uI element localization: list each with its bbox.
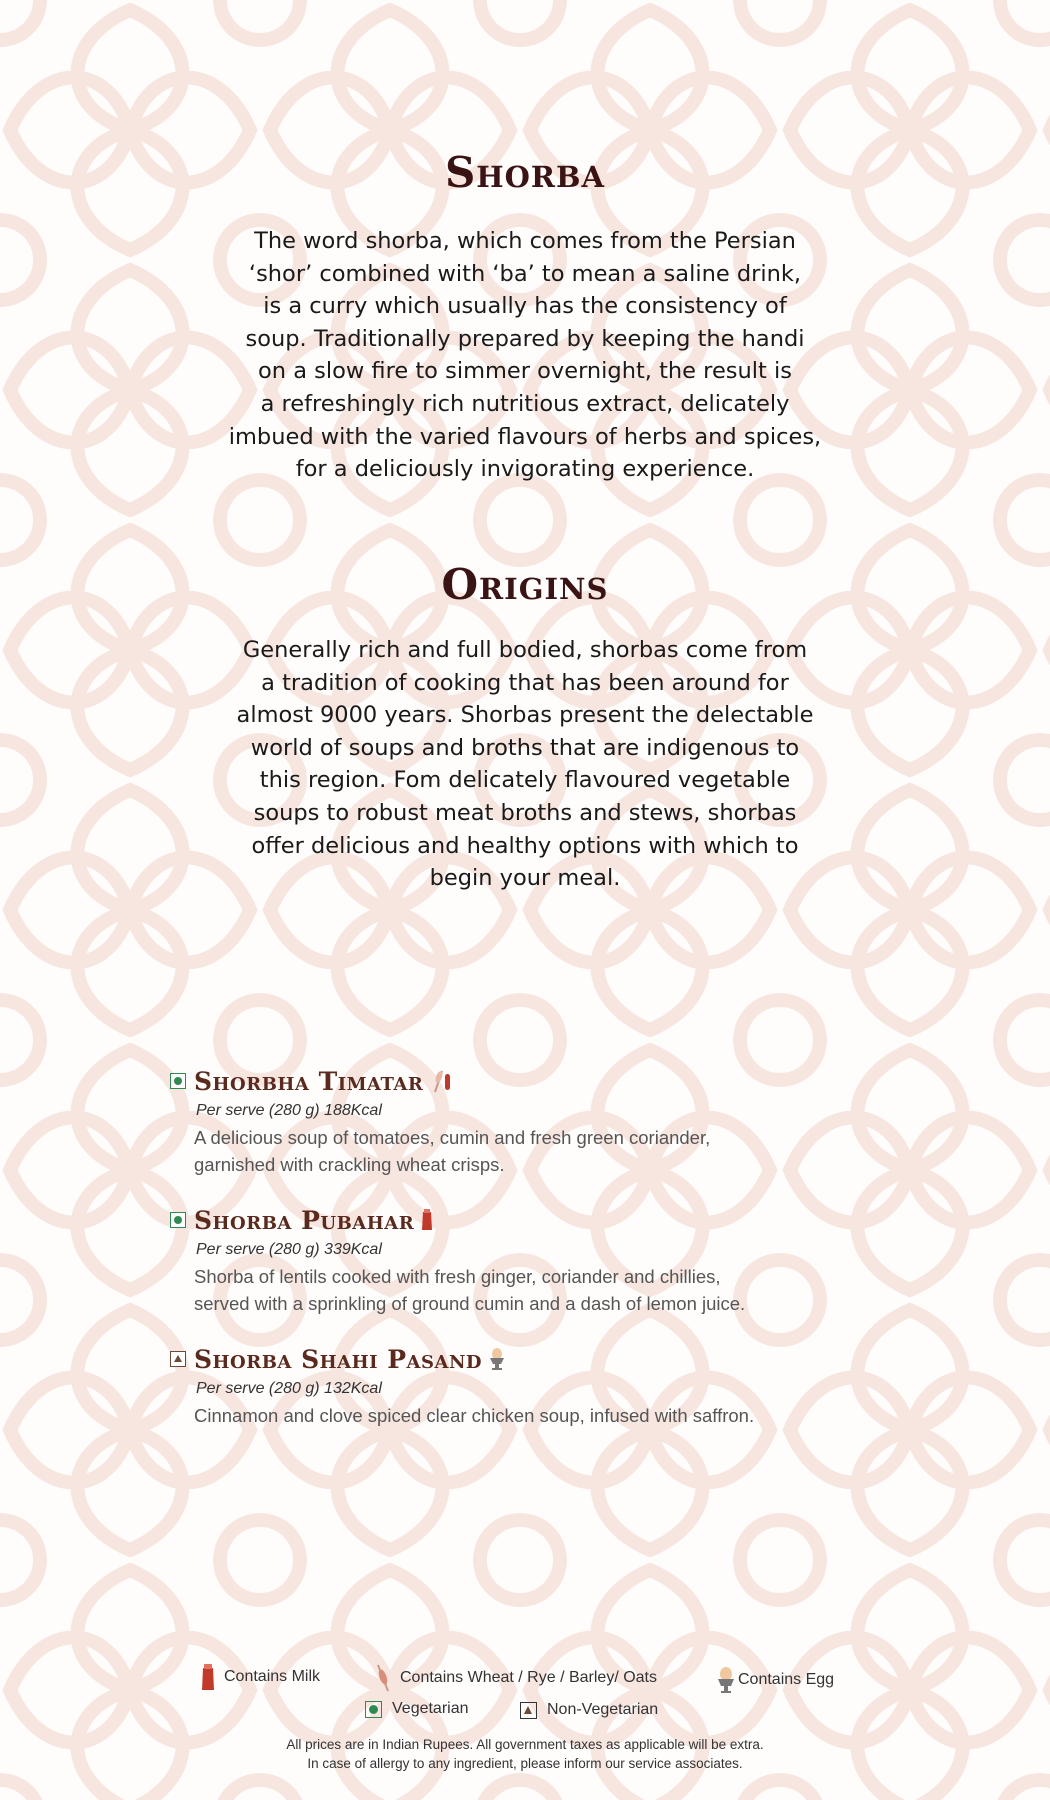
item-name: Shorba Shahi Pasand <box>194 1344 483 1374</box>
non-vegetarian-icon <box>520 1702 537 1719</box>
item-description <box>194 1263 870 1317</box>
vegetarian-icon <box>170 1073 186 1089</box>
item-description <box>194 1402 870 1429</box>
wheat-icon <box>372 1663 392 1693</box>
milk-icon <box>420 1208 434 1232</box>
non-vegetarian-icon <box>170 1351 186 1367</box>
menu-item-shorbha-timatar <box>170 1064 870 1178</box>
shorba-description <box>200 225 850 486</box>
shorba-line: for a deliciously invigorating experience. <box>295 456 755 483</box>
footer-prices-note: All prices are in Indian Rupees. All government taxes as applicable will be extra. <box>286 1737 764 1752</box>
legend-non-vegetarian <box>520 1701 658 1719</box>
legend-non-vegetarian-label: Non-Vegetarian <box>547 1701 659 1718</box>
item-description-line: Shorba of lentils cooked with fresh ginger, coriander and chillies, <box>194 1266 721 1287</box>
origins-line: offer delicious and healthy options with which to <box>251 832 799 859</box>
origins-line: almost 9000 years. Shorbas present the delectable <box>236 702 814 729</box>
item-description-line: Cinnamon and clove spiced clear chicken soup, infused with saffron. <box>194 1405 755 1426</box>
wheat-icon <box>429 1068 455 1094</box>
legend-milk <box>200 1663 320 1691</box>
legend-milk-label: Contains Milk <box>224 1668 321 1685</box>
vegetarian-icon <box>365 1701 382 1718</box>
item-serve-info: Per serve (280 g) 188Kcal <box>196 1102 382 1119</box>
origins-line: world of soups and broths that are indigenous to <box>250 734 800 761</box>
shorba-line: The word shorba, which comes from the Persian <box>254 228 796 254</box>
legend-vegetarian <box>365 1700 469 1718</box>
milk-icon <box>200 1663 216 1691</box>
shorba-line: on a slow fire to simmer overnight, the result is <box>258 358 792 385</box>
shorba-title: Shorba <box>444 148 606 197</box>
legend-egg <box>716 1666 834 1694</box>
footer-note <box>0 1735 1050 1773</box>
origins-description <box>200 634 850 895</box>
item-description-line: served with a sprinkling of ground cumin and a dash of lemon juice. <box>194 1293 746 1314</box>
origins-line: a tradition of cooking that has been around for <box>261 669 789 696</box>
origins-line: this region. Fom delicately flavoured vegetable <box>259 767 791 794</box>
origins-line: begin your meal. <box>429 865 621 892</box>
vegetarian-icon <box>170 1212 186 1228</box>
origins-title: Origins <box>441 560 609 609</box>
shorba-line: is a curry which usually has the consistency of <box>263 293 787 320</box>
shorba-line: imbued with the varied flavours of herbs and spices, <box>228 423 822 450</box>
item-name: Shorba Pubahar <box>194 1205 415 1235</box>
item-description-line: A delicious soup of tomatoes, cumin and fresh green coriander, <box>194 1127 711 1148</box>
shorba-line: ‘shor’ combined with ‘ba’ to mean a saline drink, <box>248 260 802 287</box>
egg-icon <box>488 1347 506 1371</box>
shorba-line: soup. Traditionally prepared by keeping the handi <box>245 325 805 352</box>
origins-line: soups to robust meat broths and stews, shorbas <box>253 799 797 826</box>
item-description-line: garnished with crackling wheat crisps. <box>194 1154 505 1175</box>
item-description <box>194 1124 870 1178</box>
menu-item-shorba-shahi-pasand <box>170 1342 870 1429</box>
item-serve-info: Per serve (280 g) 132Kcal <box>196 1380 382 1397</box>
legend-vegetarian-label: Vegetarian <box>392 1700 469 1717</box>
menu-item-shorba-pubahar <box>170 1203 870 1317</box>
footer-allergy-note: In case of allergy to any ingredient, please inform our service associates. <box>307 1756 743 1771</box>
shorba-line: a refreshingly rich nutritious extract, delicately <box>260 390 790 417</box>
item-serve-info: Per serve (280 g) 339Kcal <box>196 1241 382 1258</box>
egg-icon <box>716 1666 736 1694</box>
item-name: Shorbha Timatar <box>194 1066 424 1096</box>
legend-wheat <box>372 1663 657 1693</box>
legend-egg-label: Contains Egg <box>738 1671 835 1688</box>
origins-line: Generally rich and full bodied, shorbas come from <box>242 637 808 663</box>
legend-wheat-label: Contains Wheat / Rye / Barley/ Oats <box>400 1669 657 1686</box>
